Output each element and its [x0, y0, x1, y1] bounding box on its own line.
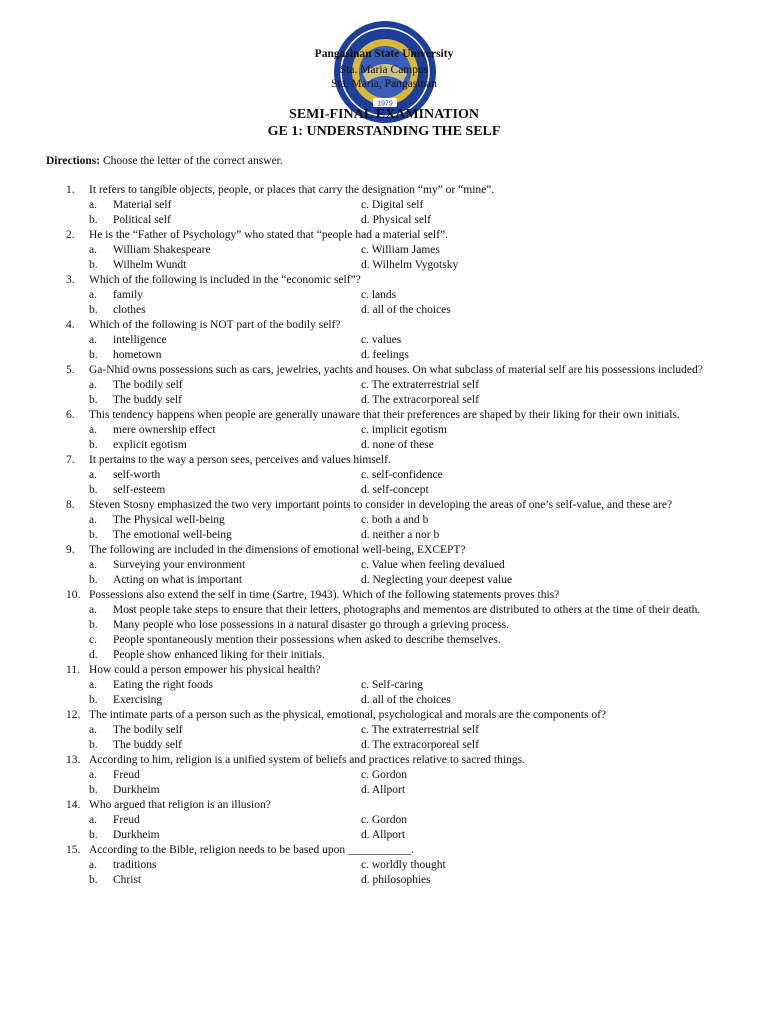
option-a	[89, 678, 361, 693]
option-c	[361, 768, 641, 783]
option-text: d. The extracorporeal self	[361, 394, 479, 406]
option-d	[89, 648, 726, 663]
option-c	[361, 858, 641, 873]
option-c	[361, 468, 641, 483]
answer-options	[46, 423, 726, 453]
option-letter: c.	[89, 634, 97, 646]
question-number: 8.	[66, 499, 75, 511]
option-d	[361, 258, 641, 273]
question-number: 9.	[66, 544, 75, 556]
question-item	[46, 708, 726, 753]
option-text: Durkheim	[113, 829, 160, 841]
option-d	[361, 438, 641, 453]
option-d	[361, 738, 641, 753]
option-text: d. none of these	[361, 439, 434, 451]
question-text: How could a person empower his physical health?	[89, 664, 321, 676]
option-b	[89, 873, 361, 888]
option-text: c. implicit egotism	[361, 424, 447, 436]
option-text: The emotional well-being	[113, 529, 232, 541]
answer-options	[46, 558, 726, 588]
option-d	[361, 783, 641, 798]
exam-title: SEMI-FINAL EXAMINATION	[289, 107, 479, 122]
option-a	[89, 423, 361, 438]
option-text: The bodily self	[113, 724, 183, 736]
question-list	[46, 183, 726, 888]
option-b	[89, 213, 361, 228]
question-text: It pertains to the way a person sees, perceives and values himself.	[89, 454, 391, 466]
option-text: explicit egotism	[113, 439, 187, 451]
question-item	[46, 798, 726, 843]
question-number: 7.	[66, 454, 75, 466]
option-d	[361, 303, 641, 318]
option-b	[89, 783, 361, 798]
question-number: 12.	[66, 709, 81, 721]
option-letter: a.	[89, 289, 97, 301]
option-letter: a.	[89, 679, 97, 691]
option-d	[361, 828, 641, 843]
option-b	[89, 618, 726, 633]
question-item	[46, 588, 726, 663]
question-number: 6.	[66, 409, 75, 421]
answer-options	[46, 513, 726, 543]
option-text: Freud	[113, 814, 140, 826]
option-c	[361, 813, 641, 828]
option-letter: b.	[89, 214, 98, 226]
option-a	[89, 513, 361, 528]
directions	[46, 154, 283, 168]
question-text: Steven Stosny emphasized the two very important points to consider in developing the areas of one’s self-value, and these are?	[89, 499, 673, 511]
option-a	[89, 198, 361, 213]
option-text: self-worth	[113, 469, 161, 481]
option-d	[361, 213, 641, 228]
option-letter: b.	[89, 829, 98, 841]
option-d	[361, 573, 641, 588]
answer-options	[46, 723, 726, 753]
option-d	[361, 528, 641, 543]
option-a	[89, 243, 361, 258]
option-c	[361, 378, 641, 393]
option-c	[361, 678, 641, 693]
option-c	[361, 513, 641, 528]
option-b	[89, 693, 361, 708]
option-text: c. values	[361, 334, 402, 346]
option-c	[89, 633, 726, 648]
option-text: Many people who lose possessions in a natural disaster go through a grieving process.	[113, 619, 510, 631]
option-text: Wilhelm Wundt	[113, 259, 187, 271]
option-text: hometown	[113, 349, 162, 361]
question-item	[46, 318, 726, 363]
option-a	[89, 813, 361, 828]
option-text: Political self	[113, 214, 171, 226]
option-letter: b.	[89, 784, 98, 796]
option-text: Eating the right foods	[113, 679, 213, 691]
question-text: It refers to tangible objects, people, or places that carry the designation “my” or “mine”.	[89, 184, 495, 196]
question-item	[46, 843, 726, 888]
question-item	[46, 753, 726, 798]
question-text: According to the Bible, religion needs to be based upon ___________.	[89, 844, 415, 856]
option-letter: a.	[89, 559, 97, 571]
option-text: William Shakespeare	[113, 244, 211, 256]
option-b	[89, 738, 361, 753]
question-text: Which of the following is included in the “economic self”?	[89, 274, 361, 286]
option-text: c. self-confidence	[361, 469, 443, 481]
university-name: Pangasinan State University	[314, 48, 454, 60]
question-text: The intimate parts of a person such as the physical, emotional, psychological and morals are the components of?	[89, 709, 607, 721]
option-letter: b.	[89, 694, 98, 706]
option-a	[89, 378, 361, 393]
option-letter: a.	[89, 199, 97, 211]
option-a	[89, 468, 361, 483]
option-b	[89, 528, 361, 543]
question-item	[46, 663, 726, 708]
question-item	[46, 408, 726, 453]
option-a	[89, 723, 361, 738]
option-text: mere ownership effect	[113, 424, 216, 436]
option-letter: b.	[89, 349, 98, 361]
option-text: d. Physical self	[361, 214, 431, 226]
option-text: Acting on what is important	[113, 574, 243, 586]
option-d	[361, 483, 641, 498]
option-text: c. Self-caring	[361, 679, 423, 691]
option-a	[89, 558, 361, 573]
question-number: 11.	[66, 664, 80, 676]
option-letter: b.	[89, 529, 98, 541]
option-text: Christ	[113, 874, 142, 886]
question-number: 13.	[66, 754, 81, 766]
option-c	[361, 243, 641, 258]
option-b	[89, 303, 361, 318]
option-text: People show enhanced liking for their initials.	[113, 649, 325, 661]
seal-year: 1979	[377, 100, 393, 108]
option-text: intelligence	[113, 334, 167, 346]
option-text: Durkheim	[113, 784, 160, 796]
option-text: clothes	[113, 304, 146, 316]
option-letter: b.	[89, 739, 98, 751]
option-b	[89, 828, 361, 843]
option-text: d. philosophies	[361, 874, 431, 886]
answer-options	[46, 243, 726, 273]
question-number: 2.	[66, 229, 75, 241]
option-letter: a.	[89, 244, 97, 256]
option-a	[89, 333, 361, 348]
option-letter: a.	[89, 424, 97, 436]
option-a	[89, 768, 361, 783]
question-number: 15.	[66, 844, 81, 856]
option-b	[89, 258, 361, 273]
question-number: 5.	[66, 364, 75, 376]
question-item	[46, 363, 726, 408]
option-letter: a.	[89, 814, 97, 826]
option-text: Freud	[113, 769, 140, 781]
option-letter: a.	[89, 334, 97, 346]
option-letter: b.	[89, 484, 98, 496]
option-b	[89, 438, 361, 453]
question-item	[46, 453, 726, 498]
option-text: d. feelings	[361, 349, 409, 361]
question-number: 4.	[66, 319, 75, 331]
answer-options	[46, 468, 726, 498]
option-c	[361, 198, 641, 213]
option-text: d. Neglecting your deepest value	[361, 574, 513, 586]
question-text: Possessions also extend the self in time (Sartre, 1943). Which of the following statements proves this?	[89, 589, 560, 601]
option-letter: a.	[89, 379, 97, 391]
option-text: Exercising	[113, 694, 163, 706]
option-text: self-esteem	[113, 484, 166, 496]
option-text: d. neither a nor b	[361, 529, 440, 541]
option-b	[89, 393, 361, 408]
option-d	[361, 693, 641, 708]
option-letter: b.	[89, 874, 98, 886]
option-d	[361, 393, 641, 408]
question-item	[46, 498, 726, 543]
option-letter: b.	[89, 439, 98, 451]
answer-options	[46, 813, 726, 843]
question-text: According to him, religion is a unified system of beliefs and practices relative to sacred things.	[89, 754, 525, 766]
option-text: c. The extraterrestrial self	[361, 724, 479, 736]
option-a	[89, 603, 726, 618]
option-text: d. The extracorporeal self	[361, 739, 479, 751]
option-text: d. self-concept	[361, 484, 429, 496]
option-letter: a.	[89, 724, 97, 736]
option-text: d. all of the choices	[361, 694, 451, 706]
question-item	[46, 183, 726, 228]
question-text: He is the “Father of Psychology” who stated that “people had a material self”.	[89, 229, 448, 241]
option-text: c. worldly thought	[361, 859, 446, 871]
option-text: family	[113, 289, 144, 301]
option-letter: b.	[89, 394, 98, 406]
option-c	[361, 723, 641, 738]
option-text: d. Allport	[361, 784, 406, 796]
answer-options	[46, 603, 726, 663]
option-letter: b.	[89, 259, 98, 271]
question-item	[46, 543, 726, 588]
option-letter: a.	[89, 514, 97, 526]
option-text: c. Value when feeling devalued	[361, 559, 505, 571]
question-item	[46, 273, 726, 318]
option-text: The buddy self	[113, 394, 182, 406]
option-text: The Physical well-being	[113, 514, 225, 526]
option-text: The buddy self	[113, 739, 182, 751]
option-letter: a.	[89, 859, 97, 871]
answer-options	[46, 198, 726, 228]
question-text: Ga-Nhid owns possessions such as cars, jewelries, yachts and houses. On what subclass of material self are his possessions included?	[89, 364, 703, 376]
option-b	[89, 483, 361, 498]
course-title: GE 1: UNDERSTANDING THE SELF	[267, 124, 501, 139]
directions-text: Choose the letter of the correct answer.	[100, 155, 283, 167]
option-d	[361, 873, 641, 888]
option-letter: b.	[89, 619, 98, 631]
answer-options	[46, 858, 726, 888]
option-text: d. all of the choices	[361, 304, 451, 316]
answer-options	[46, 288, 726, 318]
option-letter: a.	[89, 469, 97, 481]
option-text: Material self	[113, 199, 172, 211]
question-text: Which of the following is NOT part of the bodily self?	[89, 319, 341, 331]
option-b	[89, 348, 361, 363]
campus-name: Sta. Maria Campus	[339, 64, 429, 76]
option-b	[89, 573, 361, 588]
option-letter: b.	[89, 574, 98, 586]
option-letter: d.	[89, 649, 98, 661]
option-text: d. Wilhelm Vygotsky	[361, 259, 459, 271]
question-number: 14.	[66, 799, 81, 811]
option-c	[361, 558, 641, 573]
option-text: c. Gordon	[361, 814, 407, 826]
answer-options	[46, 333, 726, 363]
option-a	[89, 288, 361, 303]
option-text: d. Allport	[361, 829, 406, 841]
answer-options	[46, 378, 726, 408]
question-item	[46, 228, 726, 273]
option-text: c. lands	[361, 289, 397, 301]
option-text: c. The extraterrestrial self	[361, 379, 479, 391]
option-c	[361, 333, 641, 348]
directions-label: Directions:	[46, 155, 101, 167]
question-text: The following are included in the dimensions of emotional well-being, EXCEPT?	[89, 544, 466, 556]
option-d	[361, 348, 641, 363]
option-text: People spontaneously mention their possessions when asked to describe themselves.	[113, 634, 501, 646]
option-c	[361, 288, 641, 303]
option-text: c. both a and b	[361, 514, 429, 526]
question-number: 3.	[66, 274, 75, 286]
option-letter: a.	[89, 604, 97, 616]
option-text: The bodily self	[113, 379, 183, 391]
option-text: Most people take steps to ensure that their letters, photographs and mementos are distributed to others at the time of their death.	[113, 604, 701, 616]
campus-address: Sta. Maria, Pangasinan	[330, 78, 438, 90]
question-text: This tendency happens when people are generally unaware that their preferences are shaped by their liking for their own initials.	[89, 409, 680, 421]
answer-options	[46, 678, 726, 708]
question-number: 10.	[66, 589, 81, 601]
question-number: 1.	[66, 184, 75, 196]
option-a	[89, 858, 361, 873]
option-text: traditions	[113, 859, 157, 871]
answer-options	[46, 768, 726, 798]
option-text: c. William James	[361, 244, 440, 256]
option-text: c. Gordon	[361, 769, 407, 781]
option-c	[361, 423, 641, 438]
option-text: c. Digital self	[361, 199, 424, 211]
option-letter: b.	[89, 304, 98, 316]
question-text: Who argued that religion is an illusion?	[89, 799, 271, 811]
option-letter: a.	[89, 769, 97, 781]
option-text: Surveying your environment	[113, 559, 246, 571]
